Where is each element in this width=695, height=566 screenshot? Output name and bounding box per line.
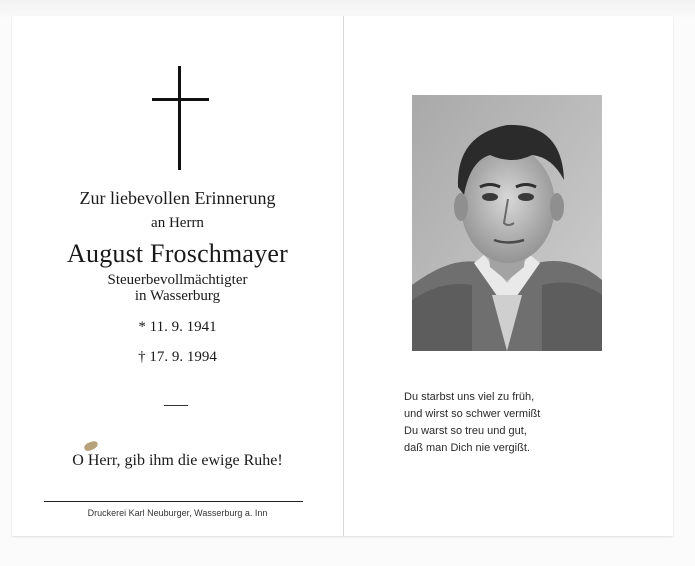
deceased-name: August Froschmayer: [67, 239, 288, 268]
occupation-line-1: Steuerbevollmächtigter: [107, 272, 248, 288]
portrait-photo: [412, 95, 602, 351]
occupation-line-2: in Wasserburg: [134, 288, 221, 304]
verse-line: Du warst so treu und gut,: [404, 425, 527, 437]
verse-line: Du starbst uns viel zu früh,: [404, 391, 535, 403]
printer-credit: Druckerei Karl Neuburger, Wasserburg a. Inn: [87, 508, 268, 518]
memorial-verse: [404, 389, 614, 457]
intro-text: Zur liebevollen Erinnerung: [79, 188, 276, 208]
birth-date: * 11. 9. 1941: [138, 319, 217, 335]
portrait-illustration: [412, 95, 602, 351]
left-panel: [12, 16, 343, 536]
stain-mark: [83, 440, 99, 452]
separator-dash: [164, 405, 188, 406]
prayer-text: O Herr, gib ihm die ewige Ruhe!: [72, 452, 283, 469]
verse-line: daß man Dich nie vergißt.: [404, 442, 530, 454]
right-panel: [344, 16, 673, 536]
footer-rule: [44, 501, 303, 502]
death-date: † 17. 9. 1994: [138, 349, 217, 365]
verse-line: und wirst so schwer vermißt: [404, 408, 541, 420]
salutation-text: an Herrn: [151, 215, 204, 231]
